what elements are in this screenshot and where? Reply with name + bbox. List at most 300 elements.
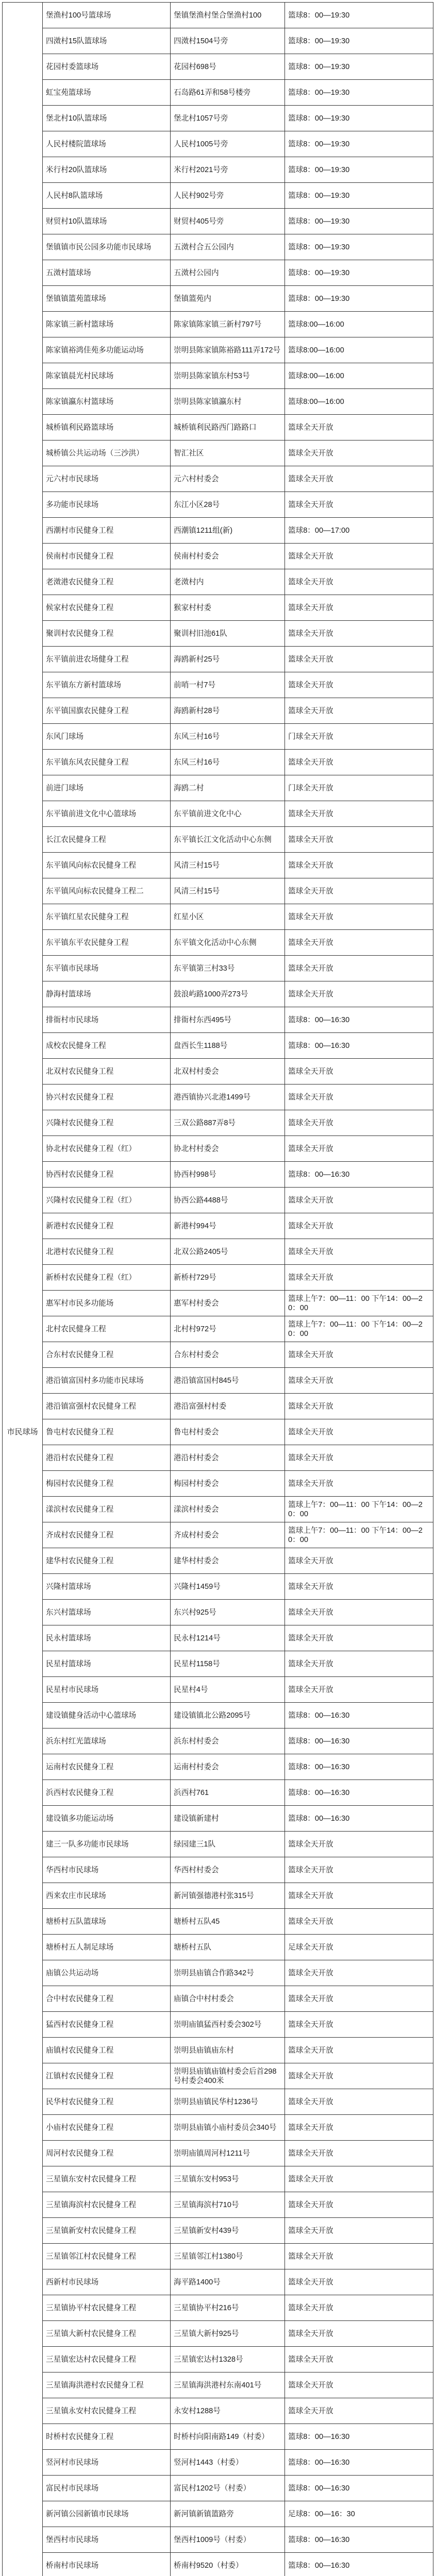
table-row — [3, 1316, 433, 1342]
venue-hours-cell: 篮球8：00—19:30 — [285, 3, 433, 28]
venue-hours-cell: 篮球全天开放 — [285, 2166, 433, 2192]
venue-name-cell: 陈家镇三新村篮球场 — [43, 312, 171, 337]
table-row — [3, 2115, 433, 2141]
venue-address-cell: 排衙村东西495号 — [171, 1007, 285, 1033]
venue-address-cell: 东平镇前进文化中心 — [171, 801, 285, 827]
venue-hours-cell: 篮球全天开放 — [285, 1265, 433, 1291]
venue-address-cell: 庙镇合中村村委会 — [171, 1986, 285, 2012]
venue-address-cell: 港西镇协兴北港1499号 — [171, 1084, 285, 1110]
venue-name-cell: 小庙村农民健身工程 — [43, 2115, 171, 2141]
venue-hours-cell: 篮球全天开放 — [285, 1960, 433, 1986]
venue-name-cell: 财贸村10队篮球场 — [43, 209, 171, 234]
venue-hours-cell: 篮球全天开放 — [285, 569, 433, 595]
venue-name-cell: 漾滨村农民健身工程 — [43, 1497, 171, 1522]
venue-address-cell: 聚训村旧池61队 — [171, 621, 285, 647]
venue-hours-cell: 篮球全天开放 — [285, 2347, 433, 2372]
venue-hours-cell: 篮球全天开放 — [285, 2192, 433, 2218]
venue-name-cell: 猛西村农民健身工程 — [43, 2012, 171, 2038]
venue-hours-cell: 篮球全天开放 — [285, 1239, 433, 1265]
venue-hours-cell: 篮球8：00—16:30 — [285, 1728, 433, 1754]
venue-name-cell: 三星镇大新村农民健身工程 — [43, 2321, 171, 2347]
venue-address-cell: 崇明县庙镇庙东村 — [171, 2038, 285, 2063]
venue-name-cell: 排衙村市民球场 — [43, 1007, 171, 1033]
venue-name-cell: 浜东村红光篮球场 — [43, 1728, 171, 1754]
table-row — [3, 2192, 433, 2218]
venue-hours-cell: 篮球8：00—16:30 — [285, 2424, 433, 2450]
venue-address-cell: 城桥镇利民路西门路路口 — [171, 415, 285, 440]
venue-name-cell: 老滧港农民健身工程 — [43, 569, 171, 595]
venue-address-cell: 民永村1214号 — [171, 1625, 285, 1651]
venue-address-cell: 堡镇篮苑内 — [171, 286, 285, 312]
venue-hours-cell: 篮球全天开放 — [285, 1909, 433, 1935]
venue-name-cell: 东平镇国旗农民健身工程 — [43, 698, 171, 724]
venue-name-cell: 元六村市民球场 — [43, 466, 171, 492]
venue-address-cell: 塘桥村五队45 — [171, 1909, 285, 1935]
venue-hours-cell: 篮球全天开放 — [285, 2012, 433, 2038]
table-row — [3, 260, 433, 286]
venue-hours-cell: 篮球8：00—19:30 — [285, 209, 433, 234]
venue-name-cell: 东平镇红星农民健身工程 — [43, 904, 171, 930]
venue-name-cell: 北港村农民健身工程 — [43, 1239, 171, 1265]
venue-address-cell: 建设镇新建村 — [171, 1806, 285, 1832]
venue-name-cell: 周河村农民健身工程 — [43, 2141, 171, 2166]
venue-name-cell: 堡镇镇篮苑篮球场 — [43, 286, 171, 312]
venue-hours-cell: 篮球8：00—19:30 — [285, 157, 433, 183]
venue-address-cell: 堡镇堡渔村堡合堡渔村100 — [171, 3, 285, 28]
venue-hours-cell: 篮球8：00—19:30 — [285, 28, 433, 54]
venue-address-cell: 崇明县庙镇民华村1236号 — [171, 2089, 285, 2115]
venue-hours-cell: 篮球全天开放 — [285, 853, 433, 878]
table-row — [3, 2012, 433, 2038]
venue-name-cell: 陈家镇裕鸿佳苑多功能运动场 — [43, 337, 171, 363]
venue-name-cell: 三星镇海滨村农民健身工程 — [43, 2192, 171, 2218]
venue-name-cell: 堡镇镇市民公园多功能市民球场 — [43, 234, 171, 260]
table-row — [3, 518, 433, 544]
venue-address-cell: 老滧村内 — [171, 569, 285, 595]
table-row — [3, 2476, 433, 2501]
venue-hours-cell: 篮球全天开放 — [285, 1625, 433, 1651]
venue-name-cell: 西来农庄市民球场 — [43, 1883, 171, 1909]
table-row — [3, 2527, 433, 2553]
venue-name-cell: 堡渔村100号篮球场 — [43, 3, 171, 28]
venue-hours-cell: 篮球全天开放 — [285, 1342, 433, 1368]
venue-name-cell: 合中村农民健身工程 — [43, 1986, 171, 2012]
venue-name-cell: 塘桥村五人制足球场 — [43, 1935, 171, 1960]
table-row — [3, 1806, 433, 1832]
venue-hours-cell: 篮球全天开放 — [285, 2063, 433, 2089]
category-cell: 市民球场 — [3, 3, 43, 2576]
venue-hours-cell: 篮球全天开放 — [285, 1188, 433, 1213]
venue-address-cell: 惠军村村委会 — [171, 1291, 285, 1316]
table-row — [3, 930, 433, 956]
venue-hours-cell: 篮球全天开放 — [285, 2372, 433, 2398]
table-row — [3, 956, 433, 981]
table-row — [3, 312, 433, 337]
venue-hours-cell: 篮球全天开放 — [285, 1857, 433, 1883]
venue-name-cell: 兴隆村农民健身工程（红） — [43, 1188, 171, 1213]
table-row — [3, 1342, 433, 1368]
table-row — [3, 466, 433, 492]
venue-hours-cell: 篮球全天开放 — [285, 801, 433, 827]
venue-address-cell: 东江小区28号 — [171, 492, 285, 518]
venue-address-cell: 北双村村委会 — [171, 1059, 285, 1084]
venue-hours-cell: 篮球8：00—19:30 — [285, 183, 433, 209]
venue-name-cell: 城桥镇利民路篮球场 — [43, 415, 171, 440]
venue-address-cell: 东平镇第三村33号 — [171, 956, 285, 981]
venue-address-cell: 米行村2021号旁 — [171, 157, 285, 183]
venue-hours-cell: 篮球全天开放 — [285, 1471, 433, 1497]
venue-name-cell: 建设镇健身活动中心篮球场 — [43, 1703, 171, 1728]
venue-address-cell: 浜东村村委会 — [171, 1728, 285, 1754]
venue-address-cell: 堡西村1009号（村委） — [171, 2527, 285, 2553]
venue-name-cell: 东平镇风向标农民健身工程 — [43, 853, 171, 878]
venue-name-cell: 新桥村农民健身工程（红） — [43, 1265, 171, 1291]
venue-hours-cell: 篮球8：00—16:30 — [285, 2527, 433, 2553]
table-row — [3, 209, 433, 234]
venue-name-cell: 聚训村农民健身工程 — [43, 621, 171, 647]
venue-name-cell: 协西村农民健身工程 — [43, 1162, 171, 1188]
table-row — [3, 724, 433, 750]
venue-hours-cell: 篮球全天开放 — [285, 2218, 433, 2244]
table-row — [3, 801, 433, 827]
venue-name-cell: 长江农民健身工程 — [43, 827, 171, 853]
venue-name-cell: 江镇村农民健身工程 — [43, 2063, 171, 2089]
venue-name-cell: 齐成村农民健身工程 — [43, 1522, 171, 1548]
venue-hours-cell: 篮球全天开放 — [285, 1394, 433, 1419]
table-row — [3, 157, 433, 183]
table-row — [3, 28, 433, 54]
venue-hours-cell: 篮球8:00—16:00 — [285, 389, 433, 415]
table-row — [3, 1548, 433, 1574]
table-row — [3, 2063, 433, 2089]
venue-address-cell: 石岛路61弄和58号楼旁 — [171, 80, 285, 106]
table-row — [3, 904, 433, 930]
table-row — [3, 1832, 433, 1857]
venue-name-cell: 北双村农民健身工程 — [43, 1059, 171, 1084]
table-row — [3, 2295, 433, 2321]
venue-table-body — [3, 3, 433, 2576]
venue-name-cell: 协北村农民健身工程（红） — [43, 1136, 171, 1162]
table-row — [3, 3, 433, 28]
table-row — [3, 492, 433, 518]
venue-hours-cell: 篮球全天开放 — [285, 1677, 433, 1703]
venue-hours-cell: 篮球全天开放 — [285, 1574, 433, 1600]
table-row — [3, 1857, 433, 1883]
table-row — [3, 672, 433, 698]
venue-name-cell: 东平镇前进文化中心篮球场 — [43, 801, 171, 827]
table-row — [3, 544, 433, 569]
table-row — [3, 698, 433, 724]
venue-hours-cell: 篮球8：00—19:30 — [285, 234, 433, 260]
venue-address-cell: 新桥村729号 — [171, 1265, 285, 1291]
venue-address-cell: 华西村村委会 — [171, 1857, 285, 1883]
table-row — [3, 981, 433, 1007]
table-row — [3, 2398, 433, 2424]
venue-name-cell: 富民村市民球场 — [43, 2476, 171, 2501]
venue-address-cell: 三星镇海洪港村东南401号 — [171, 2372, 285, 2398]
table-row — [3, 569, 433, 595]
venue-address-cell: 海鸥二村 — [171, 775, 285, 801]
table-row — [3, 2372, 433, 2398]
venue-address-cell: 新港村994号 — [171, 1213, 285, 1239]
venue-address-cell: 堡北村1057号旁 — [171, 106, 285, 131]
venue-name-cell: 米行村20队篮球场 — [43, 157, 171, 183]
venue-hours-cell: 篮球全天开放 — [285, 2295, 433, 2321]
venue-name-cell: 建华村农民健身工程 — [43, 1548, 171, 1574]
venue-hours-cell: 篮球8:00—16:00 — [285, 337, 433, 363]
venue-hours-cell: 篮球全天开放 — [285, 1136, 433, 1162]
table-row — [3, 1033, 433, 1059]
table-row — [3, 595, 433, 621]
venue-name-cell: 兴隆村篮球场 — [43, 1574, 171, 1600]
venue-address-cell: 东平镇长江文化活动中心东侧 — [171, 827, 285, 853]
table-row — [3, 878, 433, 904]
venue-name-cell: 人民村楼院篮球场 — [43, 131, 171, 157]
venue-hours-cell: 篮球全天开放 — [285, 878, 433, 904]
venue-hours-cell: 篮球全天开放 — [285, 956, 433, 981]
venue-name-cell: 人民村8队篮球场 — [43, 183, 171, 209]
table-row — [3, 363, 433, 389]
venue-name-cell: 堡西村市民球场 — [43, 2527, 171, 2553]
venue-address-cell: 民星村4号 — [171, 1677, 285, 1703]
table-row — [3, 337, 433, 363]
venue-name-cell: 民星村篮球场 — [43, 1651, 171, 1677]
venue-name-cell: 东平镇东平农民健身工程 — [43, 930, 171, 956]
venue-name-cell: 三星镇协平村农民健身工程 — [43, 2295, 171, 2321]
table-row — [3, 2038, 433, 2063]
venue-name-cell: 合东村农民健身工程 — [43, 1342, 171, 1368]
table-row — [3, 2501, 433, 2527]
table-row — [3, 2553, 433, 2576]
table-row — [3, 2141, 433, 2166]
table-row — [3, 1419, 433, 1445]
venue-name-cell: 梅园村农民健身工程 — [43, 1471, 171, 1497]
table-row — [3, 1188, 433, 1213]
venue-address-cell: 前哨一村7号 — [171, 672, 285, 698]
venue-address-cell: 鲁屯村村委会 — [171, 1419, 285, 1445]
venue-name-cell: 东平镇东风农民健身工程 — [43, 750, 171, 775]
venue-name-cell: 塘桥村五队篮球场 — [43, 1909, 171, 1935]
table-row — [3, 389, 433, 415]
table-row — [3, 1651, 433, 1677]
venue-name-cell: 三星镇新安村农民健身工程 — [43, 2218, 171, 2244]
venue-name-cell: 新港村农民健身工程 — [43, 1213, 171, 1239]
venue-name-cell: 浜西村农民健身工程 — [43, 1780, 171, 1806]
table-row — [3, 2321, 433, 2347]
venue-hours-cell: 篮球全天开放 — [285, 415, 433, 440]
venue-address-cell: 崇明县庙镇小庙村委员会340号 — [171, 2115, 285, 2141]
venue-address-cell: 三星镇东安村953号 — [171, 2166, 285, 2192]
table-row — [3, 1084, 433, 1110]
table-row — [3, 2424, 433, 2450]
table-row — [3, 750, 433, 775]
venue-address-cell: 永安村1288号 — [171, 2398, 285, 2424]
venue-name-cell: 港沿镇富国村多功能市民球场 — [43, 1368, 171, 1394]
venue-name-cell: 庙镇公共运动场 — [43, 1960, 171, 1986]
venue-name-cell: 北村农民健身工程 — [43, 1316, 171, 1342]
venue-address-cell: 三双公路887弄8号 — [171, 1110, 285, 1136]
venue-hours-cell: 篮球8：00—19:30 — [285, 80, 433, 106]
venue-address-cell: 东兴村925号 — [171, 1600, 285, 1625]
table-row — [3, 647, 433, 672]
table-row — [3, 2218, 433, 2244]
table-row — [3, 1007, 433, 1033]
venue-name-cell: 多功能市民球场 — [43, 492, 171, 518]
venue-hours-cell: 篮球全天开放 — [285, 1600, 433, 1625]
venue-name-cell: 港沿村农民健身工程 — [43, 1445, 171, 1471]
venue-hours-cell: 门球全天开放 — [285, 775, 433, 801]
venue-address-cell: 人民村902号旁 — [171, 183, 285, 209]
venue-table — [2, 2, 433, 2576]
venue-hours-cell: 篮球8：00—19:30 — [285, 286, 433, 312]
venue-address-cell: 梅园村村委会 — [171, 1471, 285, 1497]
venue-address-cell: 新河镇强德港村张315号 — [171, 1883, 285, 1909]
venue-address-cell: 建华村村委会 — [171, 1548, 285, 1574]
venue-name-cell: 协兴村农民健身工程 — [43, 1084, 171, 1110]
venue-hours-cell: 篮球全天开放 — [285, 1419, 433, 1445]
venue-address-cell: 三星镇协平村216号 — [171, 2295, 285, 2321]
venue-hours-cell: 门球全天开放 — [285, 724, 433, 750]
venue-address-cell: 五滧村合五公园内 — [171, 234, 285, 260]
venue-hours-cell: 篮球8：00—19:30 — [285, 106, 433, 131]
venue-hours-cell: 篮球全天开放 — [285, 1368, 433, 1394]
table-row — [3, 183, 433, 209]
venue-hours-cell: 篮球全天开放 — [285, 492, 433, 518]
venue-address-cell: 齐成村村委会 — [171, 1522, 285, 1548]
venue-address-cell: 新河镇新镇篮路旁 — [171, 2501, 285, 2527]
venue-hours-cell: 篮球上午7：00—11：00 下午14：00—20：00 — [285, 1291, 433, 1316]
table-row — [3, 1136, 433, 1162]
table-row — [3, 2269, 433, 2295]
venue-address-cell: 智汇社区 — [171, 440, 285, 466]
table-row — [3, 1780, 433, 1806]
venue-name-cell: 侯南村市民健身工程 — [43, 544, 171, 569]
venue-name-cell: 五滧村篮球场 — [43, 260, 171, 286]
venue-address-cell: 风清三村15号 — [171, 853, 285, 878]
venue-hours-cell: 篮球8:00—16:00 — [285, 363, 433, 389]
venue-name-cell: 三星镇邻江村农民健身工程 — [43, 2244, 171, 2269]
venue-hours-cell: 篮球8：00—19:30 — [285, 131, 433, 157]
venue-address-cell: 盘西长生1188号 — [171, 1033, 285, 1059]
venue-hours-cell: 篮球全天开放 — [285, 904, 433, 930]
venue-address-cell: 塘桥村五队 — [171, 1935, 285, 1960]
venue-address-cell: 崇明县庙镇庙镇村委会后首298号村委会400米 — [171, 2063, 285, 2089]
venue-hours-cell: 篮球全天开放 — [285, 595, 433, 621]
table-row — [3, 1497, 433, 1522]
venue-address-cell: 北双公路2405号 — [171, 1239, 285, 1265]
venue-name-cell: 陈家镇瀛东村篮球场 — [43, 389, 171, 415]
venue-hours-cell: 篮球8：00—16:30 — [285, 1007, 433, 1033]
venue-hours-cell: 篮球全天开放 — [285, 2321, 433, 2347]
venue-address-cell: 港沿富强村村委 — [171, 1394, 285, 1419]
venue-hours-cell: 篮球全天开放 — [285, 750, 433, 775]
venue-hours-cell: 篮球8:00—16:00 — [285, 312, 433, 337]
venue-address-cell: 桥南村9520（村委） — [171, 2553, 285, 2576]
venue-hours-cell: 篮球全天开放 — [285, 440, 433, 466]
venue-hours-cell: 篮球8：00—19:30 — [285, 260, 433, 286]
venue-name-cell: 竖河村市民球场 — [43, 2450, 171, 2476]
venue-address-cell: 崇明县陈家镇东村53号 — [171, 363, 285, 389]
venue-address-cell: 人民村1005号旁 — [171, 131, 285, 157]
venue-name-cell: 桥南村市民球场 — [43, 2553, 171, 2576]
venue-address-cell: 三星镇宏达村1328号 — [171, 2347, 285, 2372]
venue-hours-cell: 篮球8：00—16:30 — [285, 1806, 433, 1832]
venue-hours-cell: 篮球8：00—16:30 — [285, 1162, 433, 1188]
venue-hours-cell: 篮球全天开放 — [285, 1059, 433, 1084]
venue-name-cell: 东风门球场 — [43, 724, 171, 750]
venue-hours-cell: 篮球全天开放 — [285, 2141, 433, 2166]
venue-address-cell: 协北村村委会 — [171, 1136, 285, 1162]
table-row — [3, 827, 433, 853]
venue-hours-cell: 篮球全天开放 — [285, 1213, 433, 1239]
venue-hours-cell: 篮球8：00—16:30 — [285, 1780, 433, 1806]
venue-name-cell: 时桥村农民健身工程 — [43, 2424, 171, 2450]
venue-name-cell: 民永村篮球场 — [43, 1625, 171, 1651]
venue-hours-cell: 篮球上午7：00—11：00 下午14：00—20：00 — [285, 1522, 433, 1548]
table-row — [3, 2244, 433, 2269]
venue-address-cell: 崇明庙镇猛西村委会302号 — [171, 2012, 285, 2038]
venue-hours-cell: 篮球全天开放 — [285, 981, 433, 1007]
venue-name-cell: 四滧村15队篮球场 — [43, 28, 171, 54]
venue-name-cell: 鲁屯村农民健身工程 — [43, 1419, 171, 1445]
table-row — [3, 1960, 433, 1986]
venue-hours-cell: 篮球全天开放 — [285, 1445, 433, 1471]
table-row — [3, 1574, 433, 1600]
venue-hours-cell: 篮球全天开放 — [285, 1084, 433, 1110]
venue-address-cell: 西潮镇1211组(新) — [171, 518, 285, 544]
table-row — [3, 1265, 433, 1291]
venue-name-cell: 三星镇海洪港村农民健身工程 — [43, 2372, 171, 2398]
venue-name-cell: 东平镇前进农场健身工程 — [43, 647, 171, 672]
venue-address-cell: 绿园建三1队 — [171, 1832, 285, 1857]
table-row — [3, 1059, 433, 1084]
venue-address-cell: 财贸村405号旁 — [171, 209, 285, 234]
venue-name-cell: 港沿镇富强村农民健身工程 — [43, 1394, 171, 1419]
venue-address-cell: 兴隆村1459号 — [171, 1574, 285, 1600]
table-row — [3, 2450, 433, 2476]
venue-hours-cell: 篮球全天开放 — [285, 2398, 433, 2424]
table-row — [3, 1600, 433, 1625]
venue-address-cell: 东平镇文化活动中心东侧 — [171, 930, 285, 956]
venue-address-cell: 漾滨村村委会 — [171, 1497, 285, 1522]
table-row — [3, 1754, 433, 1780]
table-row — [3, 1445, 433, 1471]
venue-name-cell: 西新村市民球场 — [43, 2269, 171, 2295]
venue-address-cell: 陈家镇陈家镇三新村797号 — [171, 312, 285, 337]
venue-name-cell: 候家村农民健身工程 — [43, 595, 171, 621]
venue-name-cell: 建设镇多功能运动场 — [43, 1806, 171, 1832]
venue-hours-cell: 篮球全天开放 — [285, 1986, 433, 2012]
venue-hours-cell: 篮球8：00—19:30 — [285, 54, 433, 80]
venue-hours-cell: 篮球全天开放 — [285, 544, 433, 569]
table-row — [3, 1625, 433, 1651]
venue-address-cell: 风清三村15号 — [171, 878, 285, 904]
venue-address-cell: 时桥村向阳南路149（村委） — [171, 2424, 285, 2450]
venue-name-cell: 建三一队多功能市民球场 — [43, 1832, 171, 1857]
venue-address-cell: 猴家村村委 — [171, 595, 285, 621]
venue-name-cell: 陈家镇晨光村民球场 — [43, 363, 171, 389]
table-row — [3, 1239, 433, 1265]
venue-address-cell: 三星镇海滨村710号 — [171, 2192, 285, 2218]
venue-hours-cell: 篮球上午7：00—11：00 下午14：00—20：00 — [285, 1316, 433, 1342]
venue-hours-cell: 篮球全天开放 — [285, 2038, 433, 2063]
table-row — [3, 234, 433, 260]
venue-address-cell: 崇明县庙镇合作路342号 — [171, 1960, 285, 1986]
venue-hours-cell: 足球8：00—16：30 — [285, 2501, 433, 2527]
table-row — [3, 1883, 433, 1909]
table-row — [3, 1522, 433, 1548]
table-row — [3, 1213, 433, 1239]
